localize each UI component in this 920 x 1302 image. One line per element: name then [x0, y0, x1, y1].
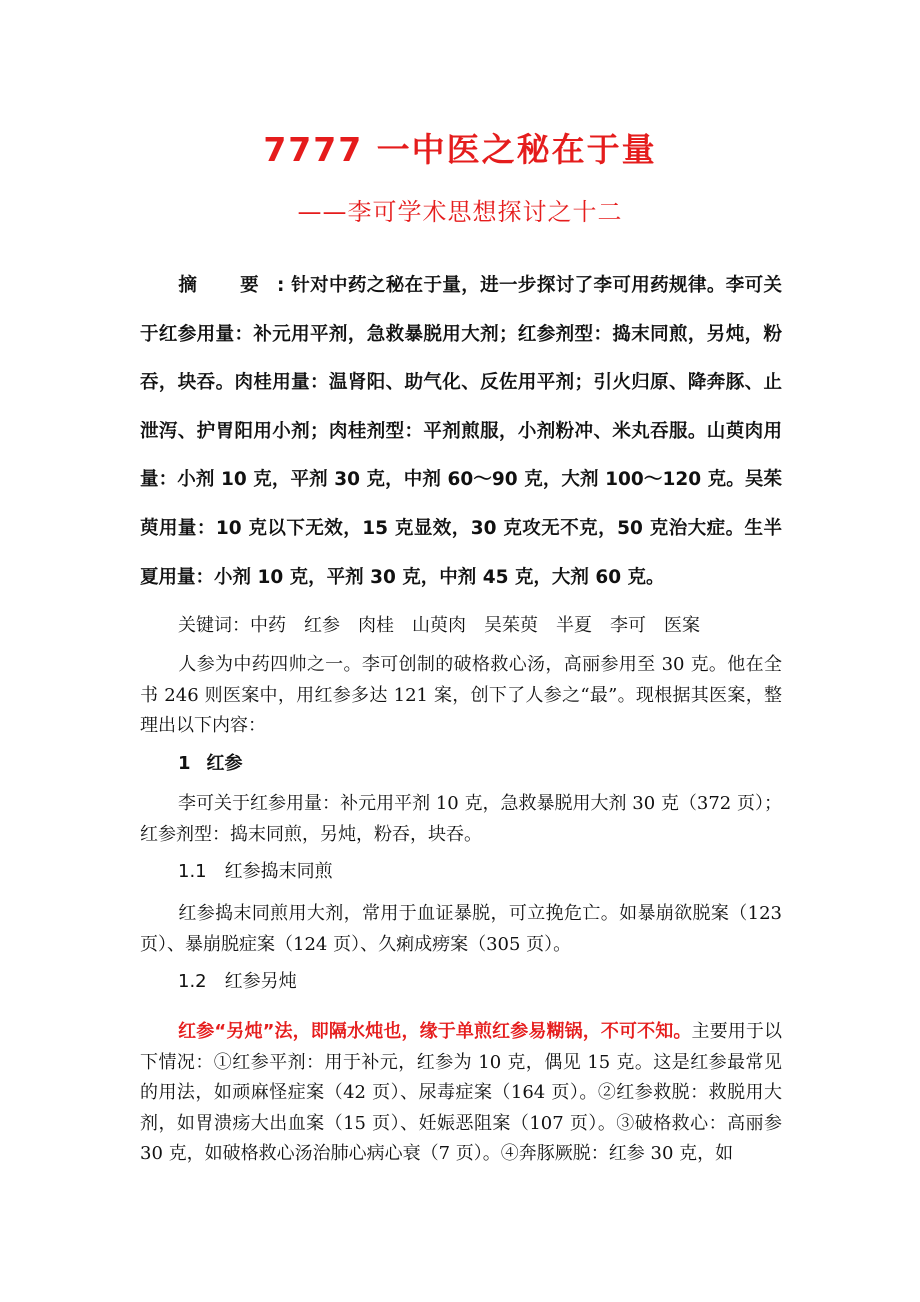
section-1-text: 李可关于红参用量：补元用平剂 10 克，急救暴脱用大剂 30 克（372 页）；红参剂型：捣末同煎，另炖，粉吞，块吞。: [140, 793, 782, 845]
keyword-item: 医案: [664, 615, 700, 636]
keywords: [140, 604, 782, 648]
keyword-item: 红参: [304, 615, 340, 636]
section-number: 1.2: [178, 971, 207, 992]
document-subtitle: ——李可学术思想探讨之十二: [297, 198, 623, 226]
section-title: 红参捣末同煎: [224, 861, 333, 882]
intro-paragraph: [140, 650, 782, 742]
abstract-text: : 针对中药之秘在于量，进一步探讨了李可用药规律。李可关于红参用量：补元用平剂，急救暴脱用大剂；红参剂型：捣末同煎，另炖，粉吞，块吞。肉桂用量：温肾阳、助气化、反佐用平剂；引火归原、降奔豚、止泄泻、护胃阳用小剂；肉桂剂型：平剂煎服，小剂粉冲、米丸吞服。山萸肉用量：小剂 10 克，平剂 30 克，中剂 60～90 克，大剂 100～120 克。吴茱萸用量：10 克以下无效，15 克显效，30 克攻无不克，50 克治大症。生半夏用量：小剂 10 克，平剂 30 克，中剂 45 克，大剂 60 克。: [140, 275, 782, 588]
section-heading-1: [178, 749, 243, 779]
keyword-item: 吴茱萸: [484, 615, 538, 636]
keyword-item: 山萸肉: [412, 615, 466, 636]
section-title: 红参: [206, 753, 243, 774]
keyword-item: 李可: [610, 615, 646, 636]
keywords-label: 关键词：: [178, 615, 250, 636]
section-1-paragraph: [140, 789, 782, 850]
keyword-item: 中药: [250, 615, 286, 636]
keyword-item: 半夏: [556, 615, 592, 636]
section-number: 1.1: [178, 861, 207, 882]
section-1-1-paragraph: [140, 899, 782, 960]
section-heading-1-1: [178, 857, 333, 887]
keyword-item: 肉桂: [358, 615, 394, 636]
section-title: 红参另炖: [224, 971, 297, 992]
intro-text: 人参为中药四帅之一。李可创制的破格救心汤，高丽参用至 30 克。他在全书 246 则医案中，用红参多达 121 案，创下了人参之“最”。现根据其医案，整理出以下内容：: [140, 654, 782, 736]
abstract-label: 摘 要: [178, 275, 278, 296]
section-1-2-paragraph: [140, 1017, 782, 1170]
highlight-text: 红参“另炖”法，即隔水炖也，缘于单煎红参易糊锅，不可不知。: [178, 1021, 692, 1042]
section-heading-1-2: [178, 967, 297, 997]
section-1-2-text: 主要用于以下情况：①红参平剂：用于补元，红参为 10 克，偶见 15 克。这是红参最常见的用法，如顽麻怪症案（42 页）、尿毒症案（164 页）。②红参救脱：救脱用大剂，如胃溃疡大出血案（15 页）、妊娠恶阻案（107 页）。③破格救心：高丽参 30 克，如破格救心汤治肺心病心衰（7 页）。④奔豚厥脱：红参 30 克，如: [140, 1021, 782, 1164]
section-number: 1: [178, 753, 191, 774]
section-1-1-text: 红参捣末同煎用大剂，常用于血证暴脱，可立挽危亡。如暴崩欲脱案（123 页）、暴崩脱症案（124 页）、久痢成痨案（305 页）。: [140, 903, 782, 955]
abstract: [140, 262, 782, 602]
document-title: 7777 一中医之秘在于量: [263, 130, 657, 169]
